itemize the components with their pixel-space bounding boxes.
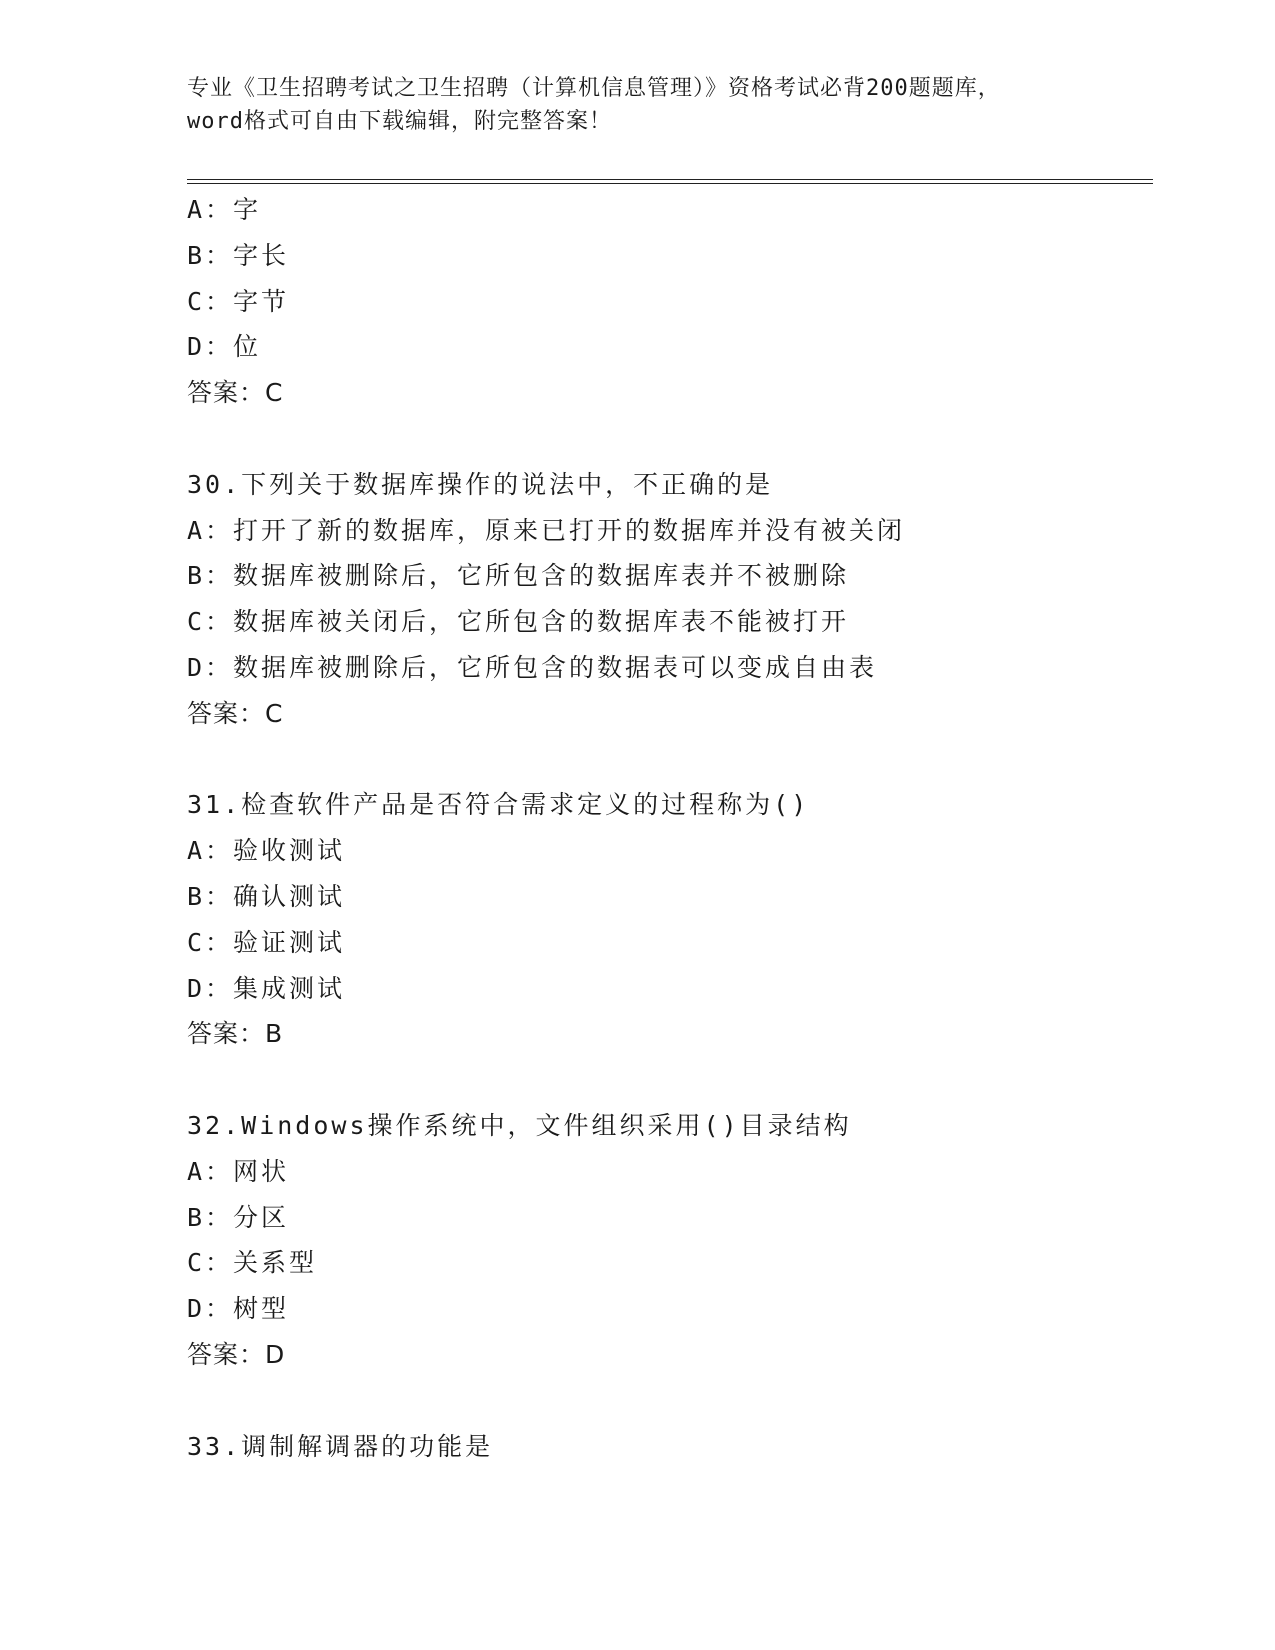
question-fragment [187, 187, 1147, 416]
spacer [187, 416, 1147, 462]
option-d: D：数据库被删除后，它所包含的数据表可以变成自由表 [187, 652, 878, 682]
question-31 [187, 782, 1147, 1057]
option-c: C：数据库被关闭后，它所包含的数据库表不能被打开 [187, 607, 850, 637]
option-b: B：确认测试 [187, 881, 346, 911]
question-stem: 30.下列关于数据库操作的说法中，不正确的是 [187, 469, 774, 499]
option-d: D：集成测试 [187, 973, 346, 1003]
document-header [187, 72, 1147, 138]
option-a: A：网状 [187, 1156, 290, 1186]
option-d: D：树型 [187, 1294, 290, 1324]
option-a: A：字 [187, 195, 262, 224]
option-c: C：关系型 [187, 1248, 318, 1278]
option-d: D：位 [187, 332, 262, 362]
option-b: B：字长 [187, 240, 290, 270]
answer: 答案：C [187, 378, 284, 408]
question-33 [187, 1424, 1147, 1470]
question-stem: 32.Windows操作系统中，文件组织采用()目录结构 [187, 1110, 852, 1140]
spacer [187, 737, 1147, 783]
question-stem: 31.检查软件产品是否符合需求定义的过程称为() [187, 790, 810, 820]
question-stem: 33.调制解调器的功能是 [187, 1431, 494, 1461]
spacer [187, 1057, 1147, 1103]
question-30 [187, 462, 1147, 737]
option-c: C：字节 [187, 286, 290, 316]
option-a: A：打开了新的数据库，原来已打开的数据库并没有被关闭 [187, 515, 906, 545]
option-a: A：验收测试 [187, 836, 346, 866]
option-b: B：数据库被删除后，它所包含的数据库表并不被删除 [187, 561, 850, 591]
header-title-line-1: 专业《卫生招聘考试之卫生招聘（计算机信息管理）》资格考试必背200题题库， [187, 76, 1001, 101]
option-c: C：验证测试 [187, 927, 346, 957]
spacer [187, 1378, 1147, 1424]
answer: 答案：D [187, 1339, 286, 1369]
option-b: B：分区 [187, 1202, 290, 1232]
header-divider [187, 179, 1153, 184]
question-list [187, 187, 1147, 1469]
header-title-line-2: word格式可自由下载编辑，附完整答案！ [187, 109, 612, 134]
question-32 [187, 1103, 1147, 1378]
answer: 答案：C [187, 698, 284, 728]
answer: 答案：B [187, 1019, 284, 1049]
